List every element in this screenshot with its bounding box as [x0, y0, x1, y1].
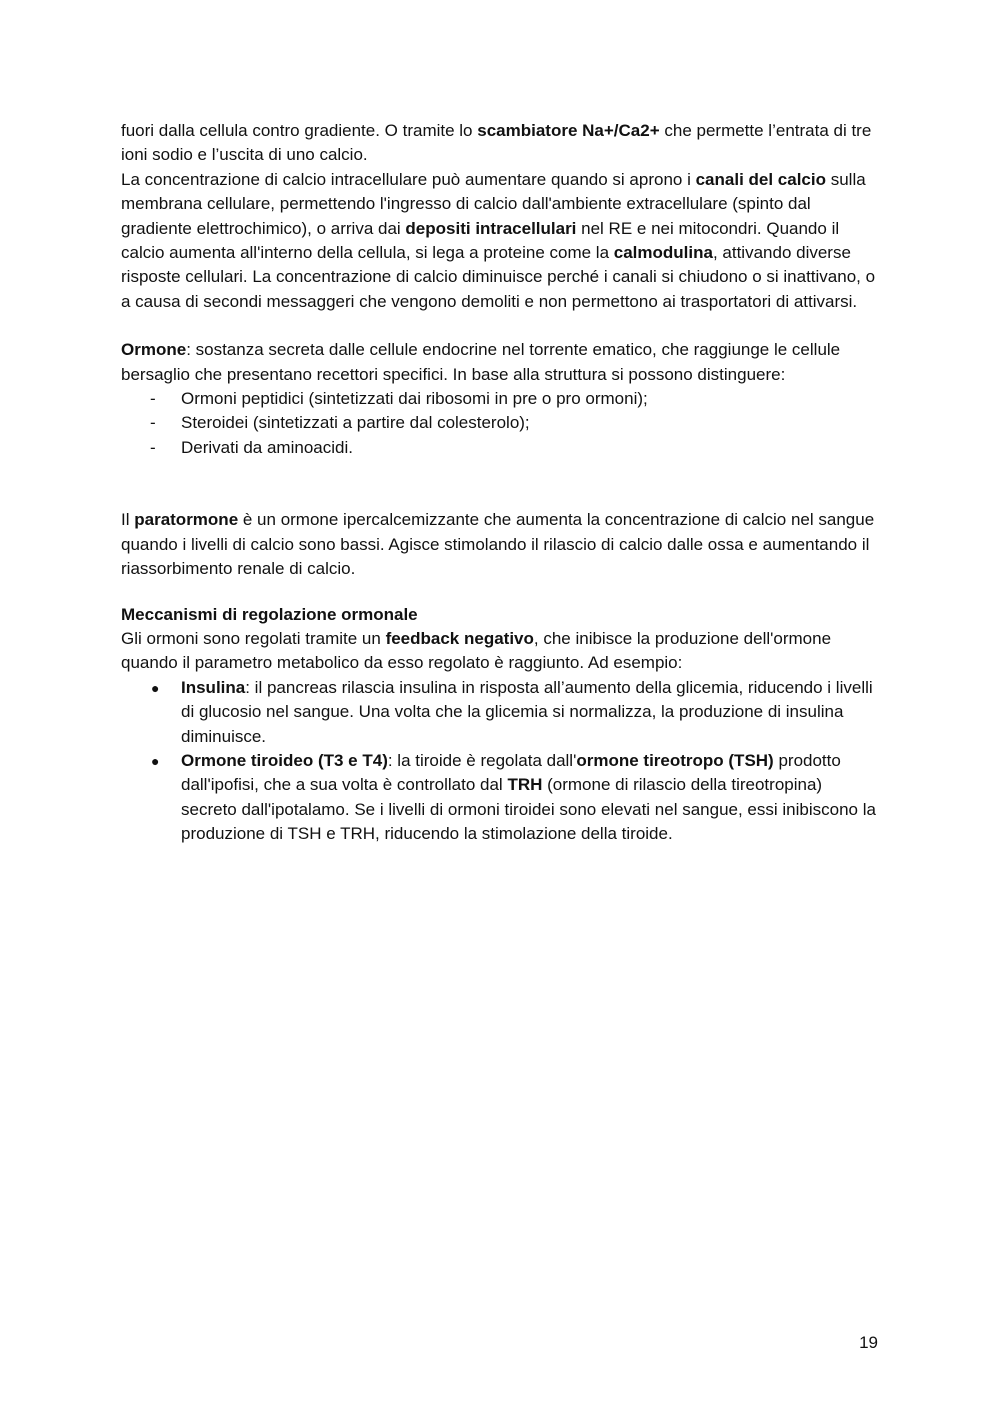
term-calmodulin: calmodulina [613, 243, 713, 263]
term-hormone: Ormone [121, 340, 187, 360]
page-number: 19 [859, 1333, 878, 1352]
paragraph-hormone-definition: Ormone: sostanza secreta dalle cellule endocrine nel torrente ematico, che raggiunge le cellule bersaglio che presentano recettori specifici. In base alla struttura si possono distinguere: [121, 340, 841, 384]
bullet-marker: ● [151, 752, 160, 769]
term-intracellular-deposits: depositi intracellulari [405, 218, 577, 238]
term-exchanger: scambiatore Na+/Ca2+ [477, 121, 660, 140]
term-tsh: ormone tireotropo (TSH) [576, 750, 774, 770]
feedback-examples-list [121, 676, 881, 847]
list-item: ● Ormone tiroideo (T3 e T4): la tiroide è regolata dall'ormone tireotropo (TSH) prodotto dall'ipofisi, che a sua volta è controllato dal TRH (ormone di rilascio della tireotropina) secreto dall'ipotalamo. Se i livelli di ormoni tiroidei sono elevati nel sangue, essi inibiscono la produzione di TSH e TRH, riducendo la stimolazione della tiroide. [151, 750, 876, 844]
section-heading: Meccanismi di regolazione ormonale [121, 604, 418, 624]
term-insulin: Insulina [181, 677, 246, 697]
list-item: - Ormoni peptidici (sintetizzati dai ribosomi in pre o pro ormoni); [121, 387, 881, 411]
dash-marker: - [150, 413, 156, 433]
list-item: - Steroidei (sintetizzati a partire dal colesterolo); [121, 411, 881, 435]
term-thyroid-hormone: Ormone tiroideo (T3 e T4) [181, 750, 388, 770]
term-negative-feedback: feedback negativo [385, 628, 534, 648]
term-parathormone: paratormone [134, 510, 239, 530]
paragraph-calcium-exchange: fuori dalla cellula contro gradiente. O tramite lo scambiatore Na+/Ca2+ che permette l’entrata di tre ioni sodio e l’uscita di uno calcio. [121, 121, 872, 165]
dash-marker: - [150, 437, 156, 457]
term-calcium-channels: canali del calcio [695, 169, 826, 189]
document-page [121, 119, 881, 847]
paragraph-calcium-concentration: La concentrazione di calcio intracellulare può aumentare quando si aprono i canali del calcio sulla membrana cellulare, permettendo l'ingresso di calcio dall'ambiente extracellulare (spinto dal gradiente elettrochimico), o arriva dai depositi intracellulari nel RE e nei mitocondri. Quando il calcio aumenta all'interno della cellula, si lega a proteine come la calmodulina, attivando diverse risposte cellulari. La concentrazione di calcio diminuisce perché i canali si chiudono o si inattivano, o a causa di secondi messaggeri che vengono demoliti e non permettono ai trasportatori di attivarsi. [121, 169, 876, 311]
list-item: ● Insulina: il pancreas rilascia insulina in risposta all’aumento della glicemia, riducendo i livelli di glucosio nel sangue. Una volta che la glicemia si normalizza, la produzione di insulina diminuisce. [151, 677, 873, 746]
list-item: - Derivati da aminoacidi. [121, 436, 881, 460]
term-trh: TRH [507, 775, 543, 795]
paragraph-parathormone: Il paratormone è un ormone ipercalcemizzante che aumenta la concentrazione di calcio nel sangue quando i livelli di calcio sono bassi. Agisce stimolando il rilascio di calcio dalle ossa e aumentando il riassorbimento renale di calcio. [121, 510, 875, 579]
paragraph-feedback: Gli ormoni sono regolati tramite un feedback negativo, che inibisce la produzione dell'ormone quando il parametro metabolico da esso regolato è raggiunto. Ad esempio: [121, 628, 832, 673]
dash-marker: - [150, 389, 156, 409]
hormone-types-list [121, 387, 881, 460]
bullet-marker: ● [151, 679, 160, 696]
